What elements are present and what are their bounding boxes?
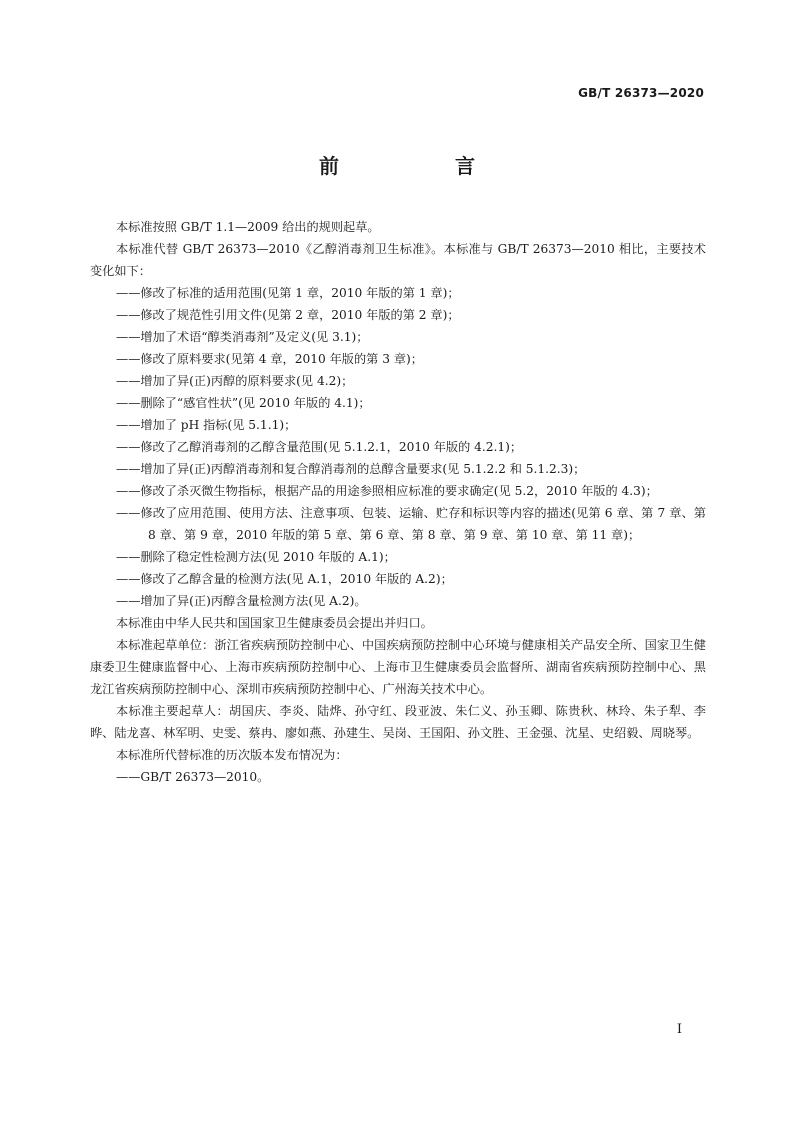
list-item: ——删除了“感官性状”(见 2010 年版的 4.1)； bbox=[116, 396, 371, 410]
list-item: ——修改了乙醇含量的检测方法(见 A.1，2010 年版的 A.2)； bbox=[116, 572, 453, 586]
list-item: ——修改了规范性引用文件(见第 2 章，2010 年版的第 2 章)； bbox=[116, 308, 460, 322]
document-body bbox=[90, 216, 706, 788]
changes-list bbox=[90, 282, 706, 612]
paragraph-history-intro: 本标准所代替标准的历次版本发布情况为： bbox=[116, 748, 348, 762]
list-item: ——GB/T 26373—2010。 bbox=[116, 770, 270, 784]
history-list bbox=[90, 766, 706, 788]
paragraph-replacement: 本标准代替 GB/T 26373—2010《乙醇消毒剂卫生标准》。本标准与 GB/T 26373—2010 相比，主要技术变化如下： bbox=[90, 242, 706, 278]
list-item: ——修改了应用范围、使用方法、注意事项、包装、运输、贮存和标识等内容的描述(见第 6 章、第 7 章、第 8 章、第 9 章，2010 年版的第 5 章、第 6 章、第 8 章、第 9 章、第 10 章、第 11 章)； bbox=[116, 506, 706, 542]
page-number: I bbox=[676, 1022, 682, 1037]
paragraph-drafters: 本标准主要起草人：胡国庆、李炎、陆烨、孙守红、段亚波、朱仁义、孙玉卿、陈贵秋、林玲、朱子犁、李晔、陆龙喜、林军明、史雯、蔡冉、廖如燕、孙建生、吴岗、王国阳、孙文胜、王金强、沈星、史绍毅、周晓琴。 bbox=[90, 704, 706, 740]
page-title: 前 言 bbox=[319, 154, 523, 178]
list-item: ——增加了 pH 指标(见 5.1.1)； bbox=[116, 418, 297, 432]
list-item: ——修改了原料要求(见第 4 章，2010 年版的第 3 章)； bbox=[116, 352, 423, 366]
list-item: ——增加了异(正)丙醇含量检测方法(见 A.2)。 bbox=[116, 594, 367, 608]
paragraph-proposer: 本标准由中华人民共和国国家卫生健康委员会提出并归口。 bbox=[116, 616, 433, 630]
standard-code-header: GB/T 26373—2020 bbox=[578, 86, 704, 100]
list-item: ——增加了异(正)丙醇的原料要求(见 4.2)； bbox=[116, 374, 354, 388]
paragraph-drafting-units: 本标准起草单位：浙江省疾病预防控制中心、中国疾病预防控制中心环境与健康相关产品安全所、国家卫生健康委卫生健康监督中心、上海市疾病预防控制中心、上海市卫生健康委员会监督所、湖南省疾病预防控制中心、黑龙江省疾病预防控制中心、深圳市疾病预防控制中心、广州海关技术中心。 bbox=[90, 638, 706, 696]
list-item: ——删除了稳定性检测方法(见 2010 年版的 A.1)； bbox=[116, 550, 396, 564]
list-item: ——增加了术语“醇类消毒剂”及定义(见 3.1)； bbox=[116, 330, 369, 344]
list-item: ——修改了乙醇消毒剂的乙醇含量范围(见 5.1.2.1，2010 年版的 4.2.1)； bbox=[116, 440, 523, 454]
list-item: ——修改了杀灭微生物指标，根据产品的用途参照相应标准的要求确定(见 5.2，2010 年版的 4.3)； bbox=[116, 484, 658, 498]
list-item: ——修改了标准的适用范围(见第 1 章，2010 年版的第 1 章)； bbox=[116, 286, 460, 300]
paragraph-drafting-rules: 本标准按照 GB/T 1.1—2009 给出的规则起草。 bbox=[116, 220, 380, 234]
list-item: ——增加了异(正)丙醇消毒剂和复合醇消毒剂的总醇含量要求(见 5.1.2.2 和 5.1.2.3)； bbox=[116, 462, 586, 476]
